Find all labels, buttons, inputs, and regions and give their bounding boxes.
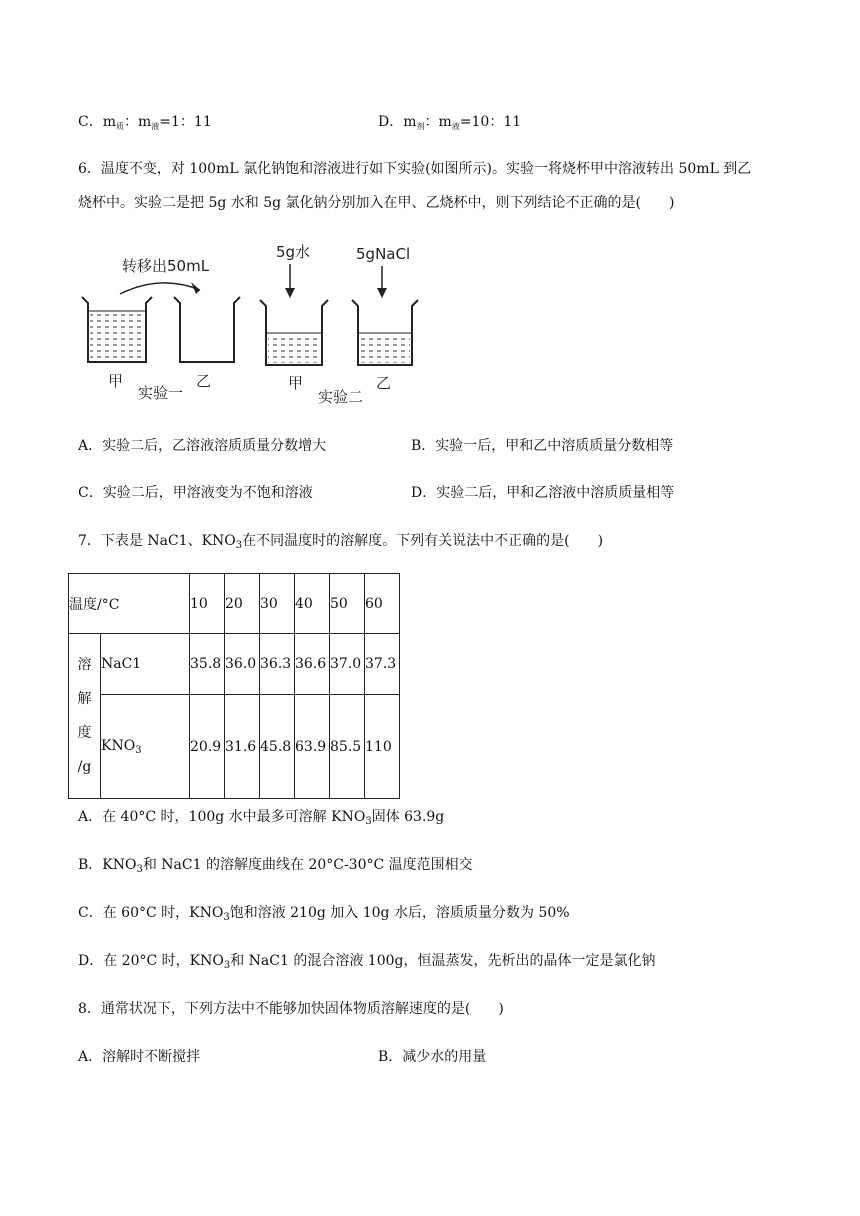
transfer-label: 转移出50mL — [122, 257, 210, 275]
nacl-value: 37.3 — [365, 634, 400, 695]
q6-option-c: C．实验二后，甲溶液变为不饱和溶液 — [78, 485, 313, 501]
temp-cell: 30 — [260, 574, 295, 634]
q6-stem-line2: 烧杯中。实验二是把 5g 水和 5g 氯化钠分别加入在甲、乙烧杯中，则下列结论不正确的是( ) — [78, 195, 675, 211]
nacl-name: NaC1 — [101, 634, 190, 695]
solubility-row-header: 溶 解 度 /g — [69, 634, 101, 799]
transfer-arrow — [120, 283, 200, 294]
temp-cell: 20 — [225, 574, 260, 634]
q5-option-d: D．$m_剂$：$m_液=10$：11 — [378, 114, 522, 131]
temp-cell: 10 — [190, 574, 225, 634]
q8-option-b: B．减少水的用量 — [378, 1049, 487, 1065]
nacl-value: 37.0 — [330, 634, 365, 695]
nacl-value: 35.8 — [190, 634, 225, 695]
kno3-value: 63.9 — [295, 695, 330, 799]
q7-option-d: D．在 20°C 时，$KNO_3$和 NaC1 的混合溶液 100g，恒温蒸发，先析出的晶体一定是氯化钠 — [78, 953, 656, 971]
temp-cell: 50 — [330, 574, 365, 634]
q8-stem: 8．通常状况下，下列方法中不能够加快固体物质溶解速度的是( ) — [78, 1001, 504, 1017]
kno3-value: 20.9 — [190, 695, 225, 799]
kno3-value: 85.5 — [330, 695, 365, 799]
kno3-value: 45.8 — [260, 695, 295, 799]
table-row-kno3 — [69, 695, 400, 799]
beaker-yi-exp1 — [174, 297, 240, 362]
q5-option-c: C．$m_质$：$m_液=1$：11 — [78, 114, 212, 131]
temp-header: 温度/°C — [69, 574, 190, 634]
temp-cell: 60 — [365, 574, 400, 634]
q7-option-a: A．在 40°C 时，100g 水中最多可溶解 $KNO_3$固体 63.9g — [78, 809, 445, 827]
beaker-jia-exp2 — [260, 300, 328, 365]
beaker-jia-label-2: 甲 — [288, 374, 304, 392]
kno3-value: 31.6 — [225, 695, 260, 799]
beaker-yi-exp2 — [352, 300, 418, 365]
nacl-label: 5gNaCl — [356, 245, 411, 263]
q7-option-b: B．$KNO_3$和 NaC1 的溶解度曲线在 20°C-30°C 温度范围相交 — [78, 857, 473, 875]
beaker-yi-label-2: 乙 — [376, 374, 392, 392]
table-row-nacl — [69, 634, 400, 695]
temp-cell: 40 — [295, 574, 330, 634]
beaker-jia-exp1 — [82, 297, 152, 362]
beaker-yi-label-1: 乙 — [196, 372, 212, 390]
solubility-table — [68, 573, 400, 799]
nacl-value: 36.3 — [260, 634, 295, 695]
nacl-value: 36.0 — [225, 634, 260, 695]
water-label: 5g水 — [276, 243, 311, 261]
table-row-temperature — [69, 574, 400, 634]
nacl-value: 36.6 — [295, 634, 330, 695]
q6-option-a: A．实验二后，乙溶液溶质质量分数增大 — [78, 438, 327, 454]
kno3-name: $KNO_3$ — [101, 695, 190, 799]
q7-stem: 7．下表是 NaC1、$KNO_3$在不同温度时的溶解度。下列有关说法中不正确的是( ) — [78, 533, 604, 551]
q7-option-c: C．在 60°C 时，$KNO_3$饱和溶液 210g 加入 10g 水后，溶质质量分数为 50% — [78, 905, 570, 923]
exp1-label: 实验一 — [138, 384, 184, 402]
q6-option-d: D．实验二后，甲和乙溶液中溶质质量相等 — [411, 485, 675, 501]
q6-stem-line1: 6．温度不变，对 100mL 氯化钠饱和溶液进行如下实验(如图所示)。实验一将烧杯甲中溶液转出 50mL 到乙 — [78, 161, 752, 177]
water-arrow-head — [285, 288, 295, 298]
kno3-value: 110 — [365, 695, 400, 799]
nacl-arrow-head — [377, 288, 387, 298]
q6-experiment-figure — [0, 232, 860, 412]
beaker-jia-label-1: 甲 — [108, 372, 124, 390]
q6-option-b: B．实验一后，甲和乙中溶质质量分数相等 — [411, 438, 674, 454]
q8-option-a: A．溶解时不断搅拌 — [78, 1049, 201, 1065]
exp2-label: 实验二 — [318, 388, 364, 406]
